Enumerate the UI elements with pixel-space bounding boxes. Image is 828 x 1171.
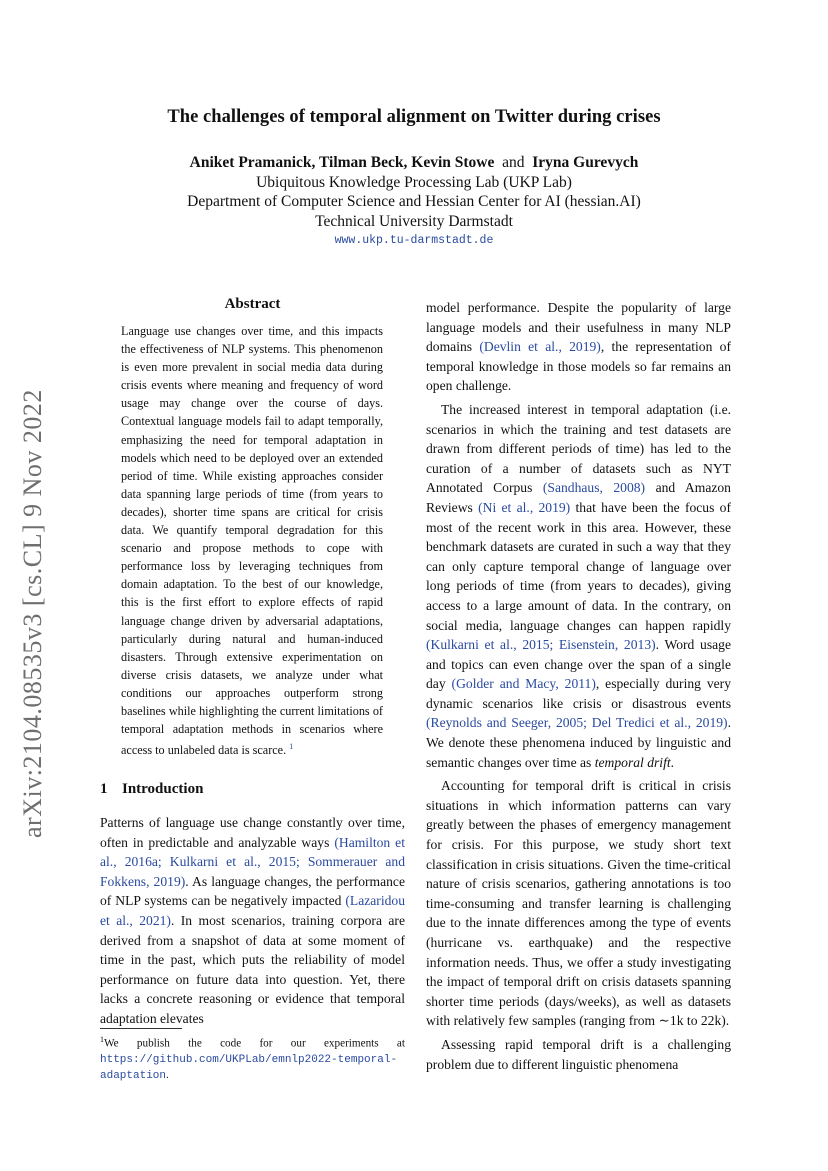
citation-link[interactable]: (Golder and Macy, 2011): [451, 676, 596, 692]
footnote-divider: [100, 1028, 182, 1029]
citation-link[interactable]: (Ni et al., 2019): [478, 499, 571, 515]
citation-link[interactable]: (Lazaridou et al., 2021): [100, 893, 405, 928]
paragraph: model performance. Despite the popularity of large language models and their usefulness in many NLP domains (Devlin et al., 2019), the representation of temporal knowledge in those models so far remains an open challenge.: [426, 300, 731, 394]
right-column: [426, 298, 731, 1078]
lab-url-link[interactable]: www.ukp.tu-darmstadt.de: [334, 234, 494, 247]
affiliation-dept: Department of Computer Science and Hessian Center for AI (hessian.AI): [187, 193, 641, 210]
section-heading-introduction: 1 Introduction: [100, 781, 204, 797]
abstract-heading: Abstract: [224, 296, 281, 312]
intro-paragraph-1: Patterns of language use change constantly over time, often in predictable and analyzable ways (Hamilton et al., 2016a; Kulkarni et al., 2015; Sommerauer and Fokkens, 2019). As language changes, the performance of NLP systems can be negatively impacted (Lazaridou et al., 2021). In most scenarios, training corpora are derived from a snapshot of data at some moment of time in the past, which puts the reliability of model performance on future data into question. Yet, there lacks a concrete reasoning or evidence that temporal adaptation elevates: [100, 815, 405, 1026]
citation-link[interactable]: (Sandhaus, 2008): [542, 480, 646, 496]
code-url-link[interactable]: https://github.com/UKPLab/emnlp2022-temporal-adaptation: [100, 1053, 398, 1082]
author-names: Aniket Pramanick, Tilman Beck, Kevin Stowe: [189, 154, 495, 171]
paper-title: The challenges of temporal alignment on Twitter during crises: [167, 107, 661, 127]
affiliation-university: Technical University Darmstadt: [315, 212, 513, 230]
paragraph: Assessing rapid temporal drift is a challenging problem due to different linguistic phenomena: [426, 1036, 731, 1072]
citation-link[interactable]: (Reynolds and Seeger, 2005; Del Tredici et al., 2019): [426, 715, 728, 731]
citation-link[interactable]: (Hamilton et al., 2016a; Kulkarni et al., 2015; Sommerauer and Fokkens, 2019): [100, 834, 405, 889]
abstract-text: Language use changes over time, and this impacts the effectiveness of NLP systems. This phenomenon is even more prevalent in social media data during crisis events where meaning and frequency of word usage may change over the course of days. Contextual language models fail to adapt temporally, emphasizing the need for temporal adaptation in models which need to be deployed over an extended period of time. While existing approaches consider data spanning large periods of time (from years to decades), shorter time spans are critical for crisis data. We quantify temporal degradation for this scenario and propose methods to cope with performance loss by leveraging techniques from domain adaptation. To the best of our knowledge, this is the first effort to explore effects of rapid language change driven by adversarial adaptations, particularly during natural and human-induced disasters. Through extensive experimentation on diverse crisis datasets, we analyze under what conditions our approaches outperform strong baselines while highlighting the current limitations of temporal adaptation methods in scenarios where access to unlabeled data is scarce. $^1$: [121, 324, 383, 758]
paragraph: Accounting for temporal drift is critical in crisis situations in which information patterns can vary greatly between the phases of emergency management for crisis. For this purpose, we study short text classification in crisis situations. Given the time-critical nature of crisis scenarios, gathering annotations is too time-consuming and transfer learning is challenging due to the innate differences among the type of events (hurricane vs. earthquake) and the respective information needs. Thus, we offer a study investigating the impact of temporal drift on crisis datasets spanning shorter time periods (days/weeks), as well as datasets with relatively few samples (ranging from ∼1k to 22k).: [426, 778, 731, 1029]
affiliation-lab: Ubiquitous Knowledge Processing Lab (UKP Lab): [256, 173, 572, 191]
author-block: [0, 153, 828, 251]
paragraph: The increased interest in temporal adaptation (i.e. scenarios in which the training and test datasets are drawn from different periods of time) has led to the curation of a number of datasets such as NYT Annotated Corpus (Sandhaus, 2008) and Amazon Reviews (Ni et al., 2019) that have been the focus of most of the recent work in this area. However, these benchmark datasets are curated in such a way that they can only capture temporal change of language over long periods of time (from years to decades), giving access to a large amount of data. In the contrary, on social media, language changes can happen rapidly (Kulkarni et al., 2015; Eisenstein, 2013). Word usage and topics can even change over the span of a single day (Golder and Macy, 2011), especially during very dynamic scenarios like crisis or disastrous events (Reynolds and Seeger, 2005; Del Tredici et al., 2019). We denote these phenomena induced by linguistic and semantic changes over time as temporal drift.: [426, 401, 732, 770]
author-and: and: [502, 154, 525, 171]
footnote: $^1$We publish the code for our experiments at https://github.com/UKPLab/emnlp2022-temporal-adaptation.: [100, 1035, 405, 1082]
abstract-footnote-mark[interactable]: 1: [289, 742, 294, 752]
citation-link[interactable]: (Devlin et al., 2019): [479, 339, 601, 355]
arxiv-stamp: arXiv:2104.08535v3 [cs.CL] 9 Nov 2022: [18, 389, 47, 838]
author-last: Iryna Gurevych: [532, 154, 639, 171]
citation-link[interactable]: (Kulkarni et al., 2015; Eisenstein, 2013): [426, 637, 656, 653]
